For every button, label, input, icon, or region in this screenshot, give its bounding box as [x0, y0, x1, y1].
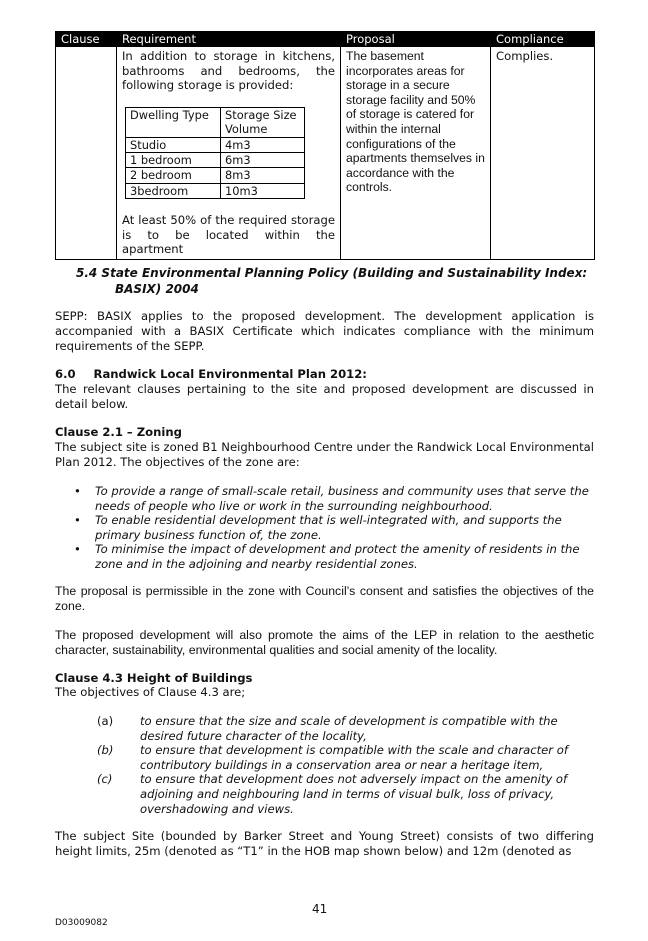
sepp-heading-line2: BASIX) 2004 — [115, 281, 199, 296]
objective-label: (a) — [97, 714, 114, 728]
dwelling-type: 2 bedroom — [126, 168, 221, 183]
lep-title: Randwick Local Environmental Plan 2012: — [93, 367, 367, 381]
bullet-icon: • — [74, 513, 81, 528]
height-objectives-list — [55, 714, 594, 816]
list-item — [55, 714, 594, 743]
bullet-text: To provide a range of small-scale retail, business and community uses that serve the needs of people who live or work in the surrounding neighbourhood. — [95, 484, 589, 513]
table-row — [56, 47, 595, 260]
bullet-icon: • — [74, 542, 81, 557]
zoning-objectives-list — [55, 484, 594, 572]
requirement-cell — [117, 47, 341, 260]
storage-table — [125, 107, 305, 199]
lep-number: 6.0 — [55, 367, 76, 381]
storage-row — [126, 137, 305, 152]
clause-cell — [56, 47, 117, 260]
proposal-text: The basement incorporates areas for storage in a secure storage facility and 50% of storage is catered for within the internal configurations of the apartments themselves in accordance with the controls. — [346, 49, 485, 195]
zoning-body: The subject site is zoned B1 Neighbourhood Centre under the Randwick Local Environmental Plan 2012. The objectives of the zone are: — [55, 440, 594, 469]
storage-row — [126, 183, 305, 198]
header-proposal: Proposal — [341, 32, 491, 47]
storage-row — [126, 153, 305, 168]
bullet-icon: • — [74, 484, 81, 498]
requirement-outro: At least 50% of the required storage is to be located within the apartment — [122, 213, 335, 257]
sepp-heading-line1: 5.4 State Environmental Planning Policy (Building and Sustainability Index: — [76, 266, 588, 280]
height-intro: The objectives of Clause 4.3 are; — [55, 685, 246, 699]
lep-heading — [55, 367, 594, 382]
requirement-intro: In addition to storage in kitchens, bathrooms and bedrooms, the following storage is provided: — [122, 49, 335, 93]
list-item — [55, 743, 594, 772]
dwelling-type: 3bedroom — [126, 183, 221, 198]
objective-text: to ensure that development does not adversely impact on the amenity of adjoining and neighbouring land in terms of visual bulk, loss of privacy, overshadowing and views. — [140, 772, 568, 816]
storage-header-row — [126, 107, 305, 137]
storage-volume: 6m3 — [221, 153, 305, 168]
header-compliance: Compliance — [491, 32, 595, 47]
objective-label: (b) — [97, 743, 114, 758]
zoning-para1: The proposal is permissible in the zone with Council’s consent and satisfies the objectives of the zone. — [55, 584, 594, 613]
list-item — [55, 484, 594, 513]
list-item — [55, 542, 594, 571]
storage-volume: 8m3 — [221, 168, 305, 183]
page-number: 41 — [312, 902, 328, 916]
storage-volume: 10m3 — [221, 183, 305, 198]
proposal-cell — [341, 47, 491, 260]
list-item — [55, 513, 594, 542]
storage-header-size: Storage Size Volume — [221, 107, 305, 137]
height-body: The subject Site (bounded by Barker Street and Young Street) consists of two differing height limits, 25m (denoted as “T1” in the HOB map shown below) and 12m (denoted as — [55, 829, 594, 858]
objective-text: to ensure that development is compatible with the scale and character of contributory buildings in a conservation area or near a heritage item, — [140, 743, 568, 772]
storage-volume: 4m3 — [221, 137, 305, 152]
storage-row — [126, 168, 305, 183]
table-header-row — [56, 32, 595, 47]
header-clause: Clause — [56, 32, 117, 47]
height-heading: Clause 4.3 Height of Buildings — [55, 671, 253, 685]
header-requirement: Requirement — [117, 32, 341, 47]
list-item — [55, 772, 594, 816]
dwelling-type: 1 bedroom — [126, 153, 221, 168]
lep-body: The relevant clauses pertaining to the site and proposed development are discussed in detail below. — [55, 382, 594, 411]
bullet-text: To enable residential development that is well-integrated with, and supports the primary business function of, the zone. — [95, 513, 562, 542]
dwelling-type: Studio — [126, 137, 221, 152]
objective-text: to ensure that the size and scale of development is compatible with the desired future character of the locality, — [140, 714, 558, 743]
document-id: D03009082 — [55, 918, 108, 928]
sepp-body: SEPP: BASIX applies to the proposed development. The development application is accompanied with a BASIX Certificate which indicates compliance with the minimum requirements of the SEPP. — [55, 309, 594, 353]
bullet-text: To minimise the impact of development and protect the amenity of residents in the zone and in the adjoining and nearby residential zones. — [95, 542, 580, 571]
compliance-text: Complies. — [496, 49, 554, 63]
sepp-heading — [76, 266, 596, 297]
zoning-heading: Clause 2.1 – Zoning — [55, 425, 182, 439]
compliance-cell — [491, 47, 595, 260]
objective-label: (c) — [97, 772, 113, 787]
zoning-para2: The proposed development will also promote the aims of the LEP in relation to the aesthetic character, sustainability, environmental qualities and social amenity of the locality. — [55, 628, 594, 657]
compliance-table — [55, 31, 595, 260]
storage-header-type: Dwelling Type — [126, 107, 221, 137]
